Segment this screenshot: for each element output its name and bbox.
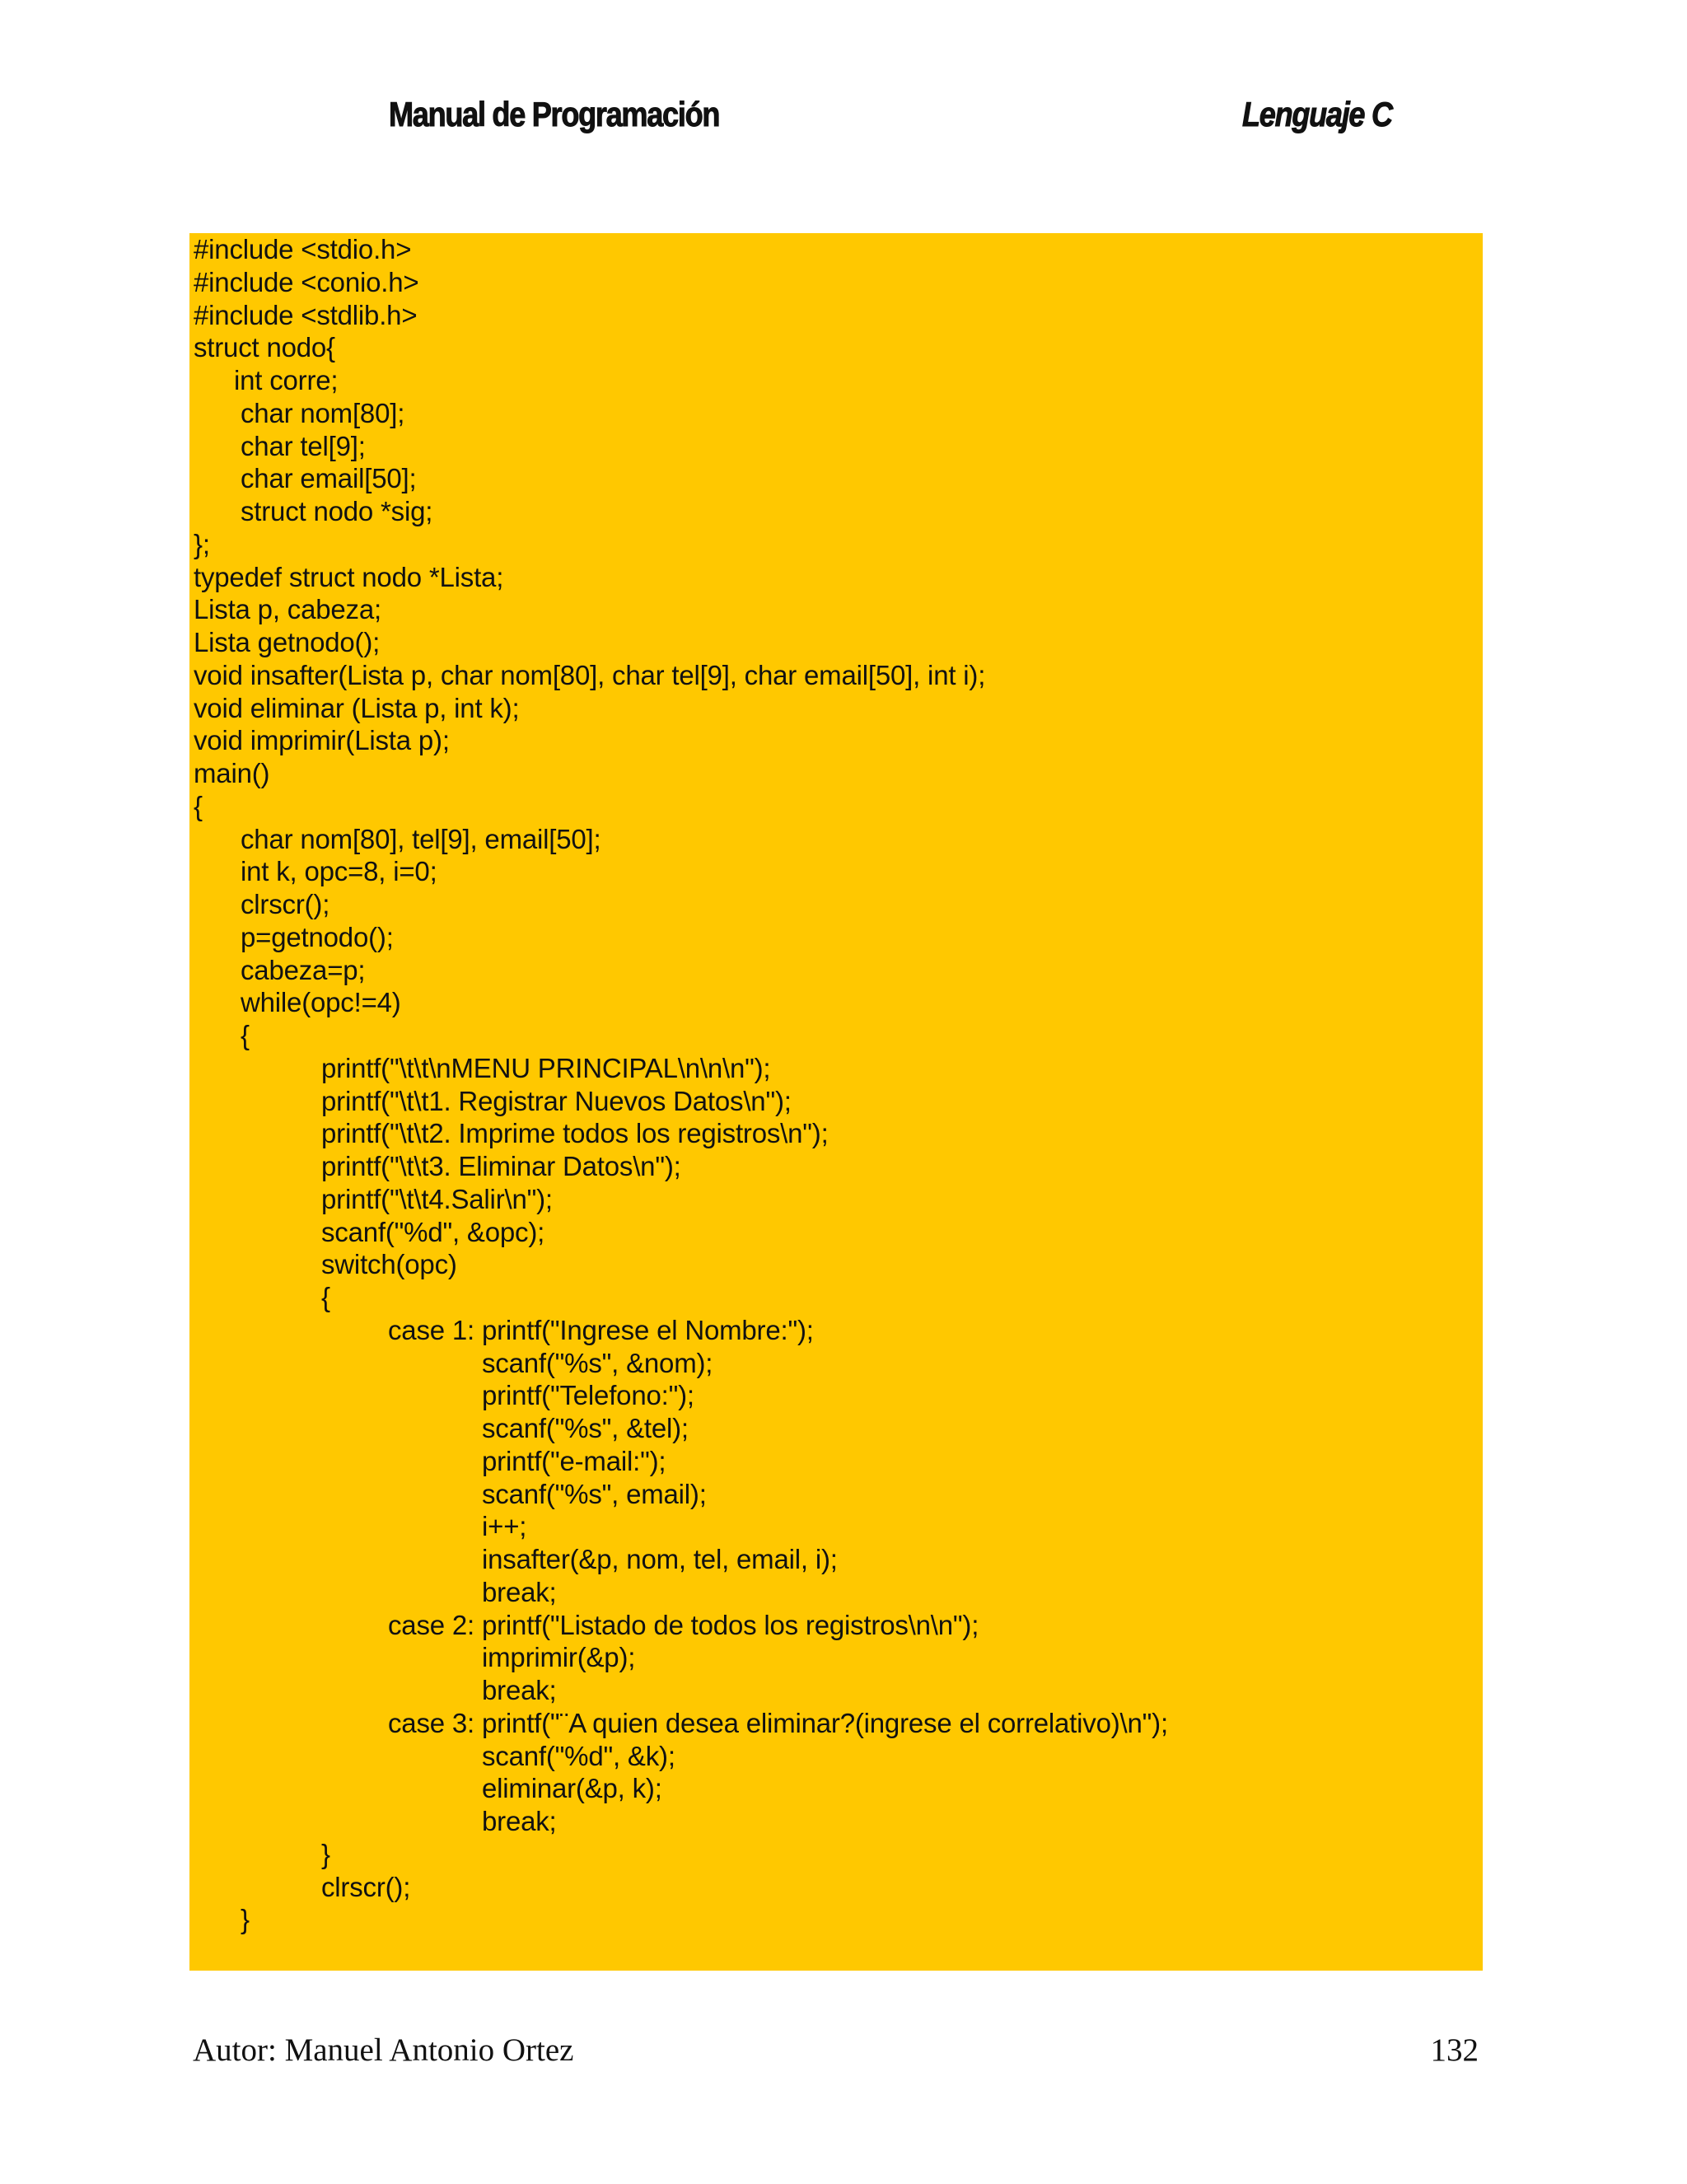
code-line: clrscr(); <box>241 889 330 919</box>
code-line: scanf("%s", email); <box>482 1478 707 1509</box>
code-line: imprimir(&p); <box>482 1642 636 1673</box>
page-number: 132 <box>1430 2032 1479 2068</box>
footer-author: Autor: Manuel Antonio Ortez <box>193 2032 574 2068</box>
code-line: cabeza=p; <box>241 954 366 985</box>
code-line: scanf("%s", &tel); <box>482 1413 689 1443</box>
code-line: } <box>321 1838 330 1869</box>
code-line: case 3: printf("¨A quien desea eliminar?(ingrese el correlativo)\n"); <box>388 1707 1168 1738</box>
code-line: #include <conio.h> <box>194 266 419 297</box>
code-line: char nom[80]; <box>241 397 405 428</box>
code-line: { <box>194 790 203 821</box>
code-line: scanf("%d", &opc); <box>321 1216 545 1247</box>
document-title: Manual de Programación <box>389 95 720 133</box>
code-line: eliminar(&p, k); <box>482 1773 662 1804</box>
code-line: int corre; <box>234 365 339 395</box>
code-line: void eliminar (Lista p, int k); <box>194 692 520 723</box>
code-line: scanf("%d", &k); <box>482 1740 675 1771</box>
code-line: Lista p, cabeza; <box>194 594 381 625</box>
code-line: } <box>241 1904 250 1935</box>
code-line: char tel[9]; <box>241 430 366 461</box>
code-line: case 1: printf("Ingrese el Nombre:"); <box>388 1314 814 1345</box>
code-line: printf("e-mail:"); <box>482 1445 666 1476</box>
code-line: #include <stdlib.h> <box>194 299 418 330</box>
code-line: printf("\t\t3. Eliminar Datos\n"); <box>321 1151 681 1181</box>
document-language-label: Lenguaje C <box>1242 95 1392 133</box>
code-line: { <box>241 1020 250 1050</box>
code-line: clrscr(); <box>321 1871 411 1902</box>
code-line: { <box>321 1282 330 1312</box>
code-line: typedef struct nodo *Lista; <box>194 561 504 592</box>
code-line: Lista getnodo(); <box>194 627 381 657</box>
code-line: while(opc!=4) <box>241 987 401 1018</box>
code-line: case 2: printf("Listado de todos los registros\n\n"); <box>388 1609 979 1640</box>
code-line: switch(opc) <box>321 1249 457 1280</box>
code-line: char email[50]; <box>241 463 417 494</box>
code-line: p=getnodo(); <box>241 921 394 952</box>
code-lines <box>194 233 1168 1936</box>
code-line: main() <box>194 758 270 788</box>
code-line: }; <box>194 528 210 559</box>
code-line: break; <box>482 1806 557 1836</box>
code-line: int k, opc=8, i=0; <box>241 856 437 887</box>
code-line: printf("\t\t1. Registrar Nuevos Datos\n"); <box>321 1085 792 1116</box>
code-line: i++; <box>482 1511 527 1542</box>
code-line: struct nodo{ <box>194 332 335 363</box>
code-line: break; <box>482 1675 557 1705</box>
code-line: void insafter(Lista p, char nom[80], char tel[9], char email[50], int i); <box>194 659 986 690</box>
code-listing-box <box>189 233 1483 1971</box>
code-line: printf("\t\t2. Imprime todos los registros\n"); <box>321 1118 829 1149</box>
code-line: printf("\t\t\nMENU PRINCIPAL\n\n\n"); <box>321 1052 771 1083</box>
code-line: struct nodo *sig; <box>241 496 433 526</box>
code-line: char nom[80], tel[9], email[50]; <box>241 823 601 854</box>
code-line: printf("Telefono:"); <box>482 1380 694 1411</box>
code-line: printf("\t\t4.Salir\n"); <box>321 1183 553 1214</box>
code-line: insafter(&p, nom, tel, email, i); <box>482 1544 838 1574</box>
code-line: scanf("%s", &nom); <box>482 1347 713 1378</box>
code-line: #include <stdio.h> <box>194 234 412 264</box>
code-line: void imprimir(Lista p); <box>194 725 450 756</box>
code-line: break; <box>482 1576 557 1607</box>
